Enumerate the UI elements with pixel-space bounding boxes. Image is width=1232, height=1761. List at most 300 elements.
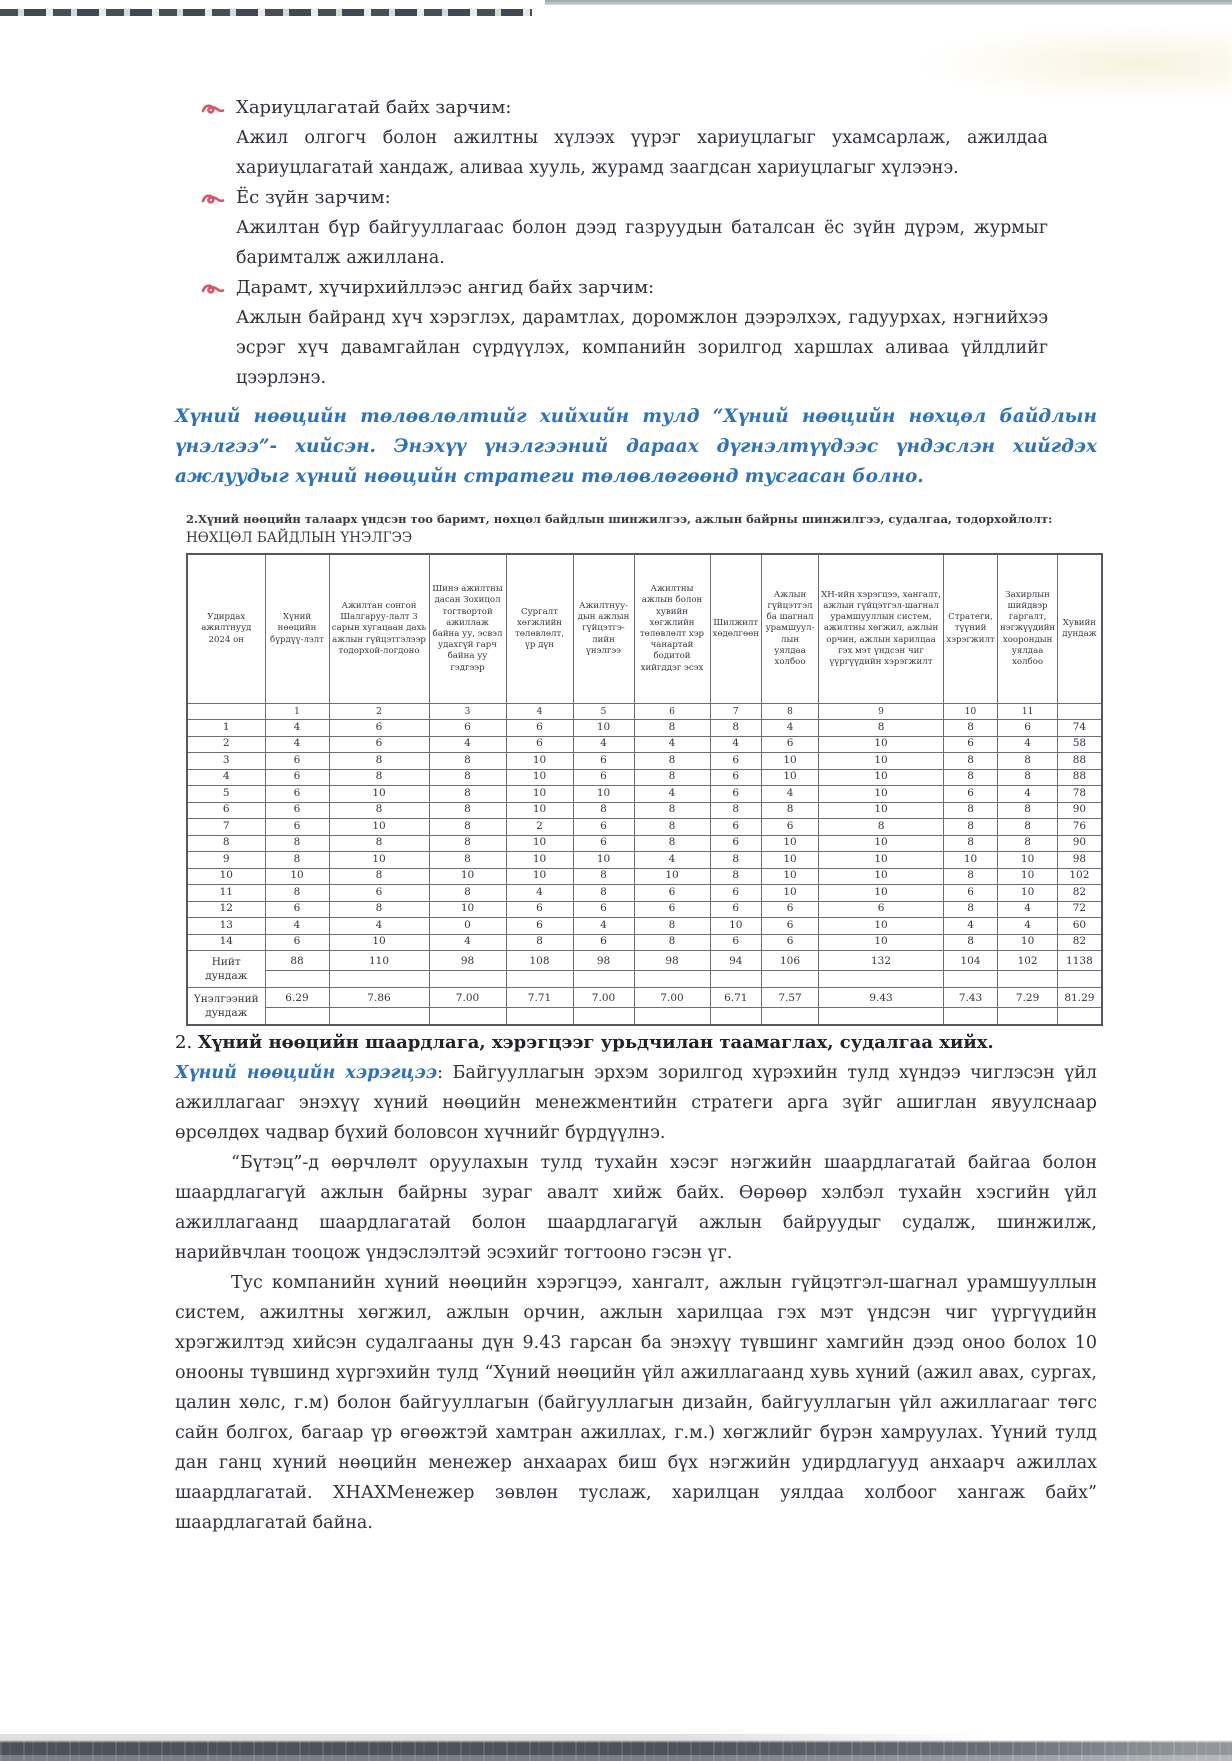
table-cell: 8 (998, 819, 1058, 836)
table-cell: 10 (506, 753, 573, 770)
table-cell: 4 (634, 736, 710, 753)
table-row (187, 802, 1102, 819)
table-cell: 4 (634, 786, 710, 803)
column-header: Захирлын шийдвэр гаргалт, нэгжүүдийн хоорондын уялдаа холбоо (998, 554, 1058, 704)
table-cell: 7.29 (998, 988, 1058, 1008)
table-cell: 10 (329, 819, 429, 836)
table-cell: 6 (710, 753, 762, 770)
table-row (187, 753, 1102, 770)
table-cell: 10 (506, 835, 573, 852)
table-cell: 8 (634, 802, 710, 819)
table-cell (329, 1008, 429, 1026)
table-cell (429, 971, 506, 988)
table-cell: 4 (573, 918, 634, 935)
table-cell: 76 (1058, 819, 1102, 836)
table-cell (1058, 1008, 1102, 1026)
table-cell (998, 971, 1058, 988)
column-number-cell: 9 (819, 704, 944, 720)
table-row (187, 868, 1102, 885)
table-cell: 6 (573, 835, 634, 852)
table-cell: 81.29 (1058, 988, 1102, 1008)
column-header: ХН-ийн хэрэгцээ, хангалт, ажлын гүйцэтгэл-шагнал урамшууллын систем, ажилтны хөгжил, ажлын орчин, ажлын харилцаа гэх мэт үндсэн чиг үүргүүдийн хэрэгжилт (819, 554, 944, 704)
table-cell: 8 (998, 802, 1058, 819)
table-cell: 98 (429, 951, 506, 971)
table-cell: 90 (1058, 802, 1102, 819)
table-cell: 6.71 (710, 988, 762, 1008)
table-cell: 6 (265, 934, 329, 951)
floral-swirl-bullet-icon (200, 183, 236, 206)
table-cell: 10 (819, 835, 944, 852)
table-cell: 8 (329, 769, 429, 786)
row-label: 3 (187, 753, 265, 770)
column-header: Ажилтны ажлын болон хувийн хөгжлийн төлөвлөлт хэр чанартай бодитой хийгддэг эсэх (634, 554, 710, 704)
table-cell (573, 971, 634, 988)
table-cell: 8 (634, 918, 710, 935)
table-cell: 72 (1058, 901, 1102, 918)
table-cell: 10 (506, 802, 573, 819)
table-cell: 8 (634, 835, 710, 852)
table-cell: 4 (265, 918, 329, 935)
table-cell: 7.71 (506, 988, 573, 1008)
principles-list (200, 93, 1048, 393)
table-cell: 4 (710, 736, 762, 753)
table-cell: 6 (265, 769, 329, 786)
section-number: 2. (175, 1032, 193, 1053)
row-label: 9 (187, 852, 265, 869)
table-cell: 4 (265, 736, 329, 753)
column-number-cell: 7 (710, 704, 762, 720)
table-cell: 8 (429, 802, 506, 819)
table-cell: 8 (634, 720, 710, 737)
table-cell: 0 (429, 918, 506, 935)
table-cell: 6 (710, 769, 762, 786)
table-cell: 8 (998, 769, 1058, 786)
table-cell: 6 (710, 786, 762, 803)
table-cell: 6 (710, 835, 762, 852)
table-cell: 6 (329, 720, 429, 737)
table-cell: 8 (429, 885, 506, 902)
row-label: 11 (187, 885, 265, 902)
table-cell: 4 (998, 736, 1058, 753)
table-row (187, 934, 1102, 951)
principle-title: Хариуцлагатай байх зарчим: (236, 97, 512, 118)
table-cell: 6 (329, 885, 429, 902)
table-cell: 8 (634, 769, 710, 786)
row-label: 14 (187, 934, 265, 951)
table-cell: 6 (762, 918, 819, 935)
column-number-cell: 5 (573, 704, 634, 720)
paragraph: “Бүтэц”-д өөрчлөлт оруулахын тулд тухайн хэсэг нэгжийн шаардлагатай байгаа болон шаардлагагүй ажлын байрны зураг авалт хийж байх. Өөрөөр хэлбэл тухайн хэсгийн үйл ажиллагаанд шаардлагатай болон шаардлагагүй ажлын байруудыг судалж, шинжилж, нарийвчлан тооцож үндэслэлтэй эсэхийг тогтооно гэсэн үг. (175, 1153, 1097, 1263)
table-cell (944, 971, 998, 988)
table-cell: 8 (819, 720, 944, 737)
table-row (187, 901, 1102, 918)
table-cell: 4 (265, 720, 329, 737)
table-cell: 132 (819, 951, 944, 971)
table-cell: 10 (762, 868, 819, 885)
table-cell: 6 (329, 736, 429, 753)
table-cell: 8 (634, 753, 710, 770)
assessment-table (186, 553, 1103, 1026)
row-label: 10 (187, 868, 265, 885)
table-cell: 8 (819, 819, 944, 836)
table-cell: 82 (1058, 934, 1102, 951)
table-cell: 4 (506, 885, 573, 902)
table-cell: 98 (634, 951, 710, 971)
table-cell: 4 (573, 736, 634, 753)
table-cell (944, 1008, 998, 1026)
table-cell (634, 971, 710, 988)
table-cell: 8 (998, 835, 1058, 852)
scan-smudge (922, 26, 1232, 101)
table-cell: 10 (819, 885, 944, 902)
table-cell: 104 (944, 951, 998, 971)
table-cell: 4 (429, 934, 506, 951)
table-cell (265, 1008, 329, 1026)
table-cell: 4 (944, 918, 998, 935)
table-row (187, 852, 1102, 869)
table-cell: 8 (710, 852, 762, 869)
table-cell: 10 (429, 901, 506, 918)
table-cell: 102 (1058, 868, 1102, 885)
principle-title: Дарамт, хүчирхийллээс ангид байх зарчим: (236, 277, 655, 298)
table-row (187, 769, 1102, 786)
scan-artifact-bottom-bar (0, 1734, 1232, 1761)
table-cell: 4 (762, 786, 819, 803)
table-cell: 8 (265, 885, 329, 902)
table-cell: 8 (944, 901, 998, 918)
table-cell: 10 (819, 868, 944, 885)
table-cell: 10 (506, 786, 573, 803)
column-header: Ажилтан сонгон Шалгаруу-лалт 3 сарын хугацаан дахь ажлын гүйцэтгэлээр тодорхой-логдоно (329, 554, 429, 704)
table-cell: 6 (710, 901, 762, 918)
column-number-cell (187, 704, 265, 720)
table-cell: 78 (1058, 786, 1102, 803)
table-cell: 88 (1058, 769, 1102, 786)
table-cell: 6 (265, 786, 329, 803)
scan-artifact-top-line (545, 0, 1232, 5)
row-label: 8 (187, 835, 265, 852)
table-cell: 6 (573, 901, 634, 918)
principle-body: Ажлын байранд хүч хэрэглэх, дарамтлах, доромжлон дээрэлхэх, гадуурхах, нэгнийхээ эсрэг хүч давамгайлан сүрдүүлэх, компанийн зорилгод харшлах аливаа үйлдлийг цээрлэнэ. (236, 308, 1048, 388)
table-cell: 8 (429, 835, 506, 852)
table-cell: 10 (998, 852, 1058, 869)
column-header: Ажлын гүйцэтгэл ба шагнал урамшуул-лын уялдаа холбоо (762, 554, 819, 704)
table-cell (819, 1008, 944, 1026)
table-cell: 8 (944, 753, 998, 770)
paragraph-text: : Байгууллагын эрхэм зорилгод хүрэхийн тулд хүндээ чиглэсэн үйл ажиллагааг энэхүү хүний нөөцийн менежментийн стратеги арга зүйг ашиглан явуулснаар өрсөлдөх чадвар бүхий боловсон хүчнийг бүрдүүлнэ. (175, 1063, 1097, 1143)
table-cell: 10 (998, 885, 1058, 902)
table-cell: 10 (506, 852, 573, 869)
table-cell: 6 (506, 720, 573, 737)
table-cell (429, 1008, 506, 1026)
column-header: Хүний нөөцийн бүрдүү-лэлт (265, 554, 329, 704)
table-cell: 6 (506, 736, 573, 753)
table-cell: 6 (634, 885, 710, 902)
table-cell: 4 (429, 736, 506, 753)
table-cell (762, 1008, 819, 1026)
column-number-cell: 2 (329, 704, 429, 720)
table-cell: 4 (998, 901, 1058, 918)
table-cell: 6 (265, 802, 329, 819)
table-cell: 7.00 (573, 988, 634, 1008)
table-cell: 7.86 (329, 988, 429, 1008)
table-cell: 8 (573, 885, 634, 902)
column-header: Ажилтнуу-дын ажлын гүйцэтгэ-лийн үнэлгээ (573, 554, 634, 704)
table-cell: 10 (819, 918, 944, 935)
table-cell: 7.00 (429, 988, 506, 1008)
principle-title: Ёс зүйн зарчим: (236, 187, 391, 208)
table-cell: 8 (506, 934, 573, 951)
table-cell: 6 (762, 934, 819, 951)
table-cell: 10 (819, 769, 944, 786)
total-row (187, 951, 1102, 971)
table-cell: 90 (1058, 835, 1102, 852)
table-cell: 4 (998, 786, 1058, 803)
table-cell: 88 (1058, 753, 1102, 770)
table-cell: 10 (329, 786, 429, 803)
column-number-cell: 1 (265, 704, 329, 720)
table-cell: 8 (573, 868, 634, 885)
table-cell: 10 (573, 852, 634, 869)
table-cell: 10 (762, 769, 819, 786)
table-cell (265, 971, 329, 988)
table-cell: 10 (819, 802, 944, 819)
column-number-cell: 8 (762, 704, 819, 720)
floral-swirl-bullet-icon (200, 93, 236, 116)
table-cell: 8 (329, 835, 429, 852)
table-cell: 7.00 (634, 988, 710, 1008)
table-row (187, 819, 1102, 836)
table-row (187, 835, 1102, 852)
row-label: 7 (187, 819, 265, 836)
table-cell: 4 (998, 918, 1058, 935)
paragraph-lead-label: Хүний нөөцийн хэрэгцээ (175, 1063, 438, 1083)
table-row (187, 786, 1102, 803)
column-number-cell: 3 (429, 704, 506, 720)
table-cell: 6 (506, 901, 573, 918)
table-cell: 6 (710, 934, 762, 951)
table-cell: 8 (710, 868, 762, 885)
paragraph (175, 1058, 1097, 1148)
table-cell: 8 (944, 720, 998, 737)
column-header: Шилжилт хөдөлгөөн (710, 554, 762, 704)
table-cell: 10 (819, 852, 944, 869)
average-row-spacer (187, 1008, 1102, 1026)
table-cell: 10 (506, 769, 573, 786)
table-cell: 10 (329, 852, 429, 869)
table-cell: 8 (265, 835, 329, 852)
column-header: Хувийн дундаж (1058, 554, 1102, 704)
table-cell: 6 (573, 769, 634, 786)
table-cell: 8 (762, 802, 819, 819)
section-heading-text: Хүний нөөцийн шаардлага, хэрэгцээг урьдчилан таамаглах, судалгаа хийх. (197, 1032, 994, 1053)
planning-note: Хүний нөөцийн төлөвлөлтийг хийхийн тулд “Хүний нөөцийн нөхцөл байдлын үнэлгээ”- хийсэн. Энэхүү үнэлгээний дараах дүгнэлтүүдээс үндэслэн хийгдэх ажлуудыг хүний нөөцийн стратеги төлөвлөгөөнд тусгасан болно. (175, 406, 1097, 487)
table-cell: 8 (634, 819, 710, 836)
table-cell: 10 (573, 786, 634, 803)
table-cell: 8 (710, 720, 762, 737)
table-cell: 6 (573, 753, 634, 770)
table-cell: 8 (329, 868, 429, 885)
table-cell: 82 (1058, 885, 1102, 902)
table-cell: 6 (265, 819, 329, 836)
table-cell: 4 (762, 720, 819, 737)
table-cell: 10 (762, 753, 819, 770)
table-cell: 10 (762, 885, 819, 902)
paragraph: Тус компанийн хүний нөөцийн хэрэгцээ, хангалт, ажлын гүйцэтгэл-шагнал урамшууллын систем, ажилтны хөгжил, ажлын орчин, ажлын харилцаа гэх мэт үндсэн чиг үүргүүдийн хрэгжилтэд хийсэн судалгааны дүн 9.43 гарсан ба энэхүү түвшинг хамгийн дээд оноо болох 10 онооны түвшинд хүргэхийн тулд “Хүний нөөцийн үйл ажиллагаанд хувь хүний (ажил авах, сургах, цалин хөлс, г.м) болон байгууллагын (байгууллагын дизайн, байгууллагын үйл ажиллагааг төгс сайн болгох, багаар үр өгөөжтэй хамтран ажиллах, г.м.) хөгжлийг бүрэн хамруулах. Үүний тулд дан ганц хүний нөөцийн менежер анхаарах биш бүх нэгжийн удирдлагууд анхаарч ажиллах шаардлагатай. ХНАХМенежер зөвлөн туслаж, харилцан уялдаа холбоог хангаж байх” шаардлагатай байна. (175, 1273, 1097, 1533)
table-cell: 58 (1058, 736, 1102, 753)
table-cell: 8 (944, 934, 998, 951)
table-cell: 8 (429, 753, 506, 770)
table-cell: 10 (710, 918, 762, 935)
table-row (187, 720, 1102, 737)
table-cell: 10 (429, 868, 506, 885)
table-cell: 6 (506, 918, 573, 935)
table-cell: 8 (329, 802, 429, 819)
table-cell: 6 (573, 934, 634, 951)
table-cell: 6 (710, 819, 762, 836)
table-cell: 8 (429, 786, 506, 803)
table-cell: 1138 (1058, 951, 1102, 971)
table-cell: 10 (762, 835, 819, 852)
column-number-cell: 11 (998, 704, 1058, 720)
table-cell: 8 (944, 819, 998, 836)
row-label: 1 (187, 720, 265, 737)
table-cell: 10 (329, 934, 429, 951)
assessment-table-wrap (186, 553, 1103, 1026)
table-cell (506, 971, 573, 988)
table-cell (573, 1008, 634, 1026)
list-item (200, 93, 1048, 183)
table-cell: 6 (944, 786, 998, 803)
row-label: 6 (187, 802, 265, 819)
table-cell (998, 1008, 1058, 1026)
table-cell (710, 1008, 762, 1026)
list-item (200, 183, 1048, 273)
table-row (187, 918, 1102, 935)
table-cell: 8 (265, 852, 329, 869)
section-2 (175, 1028, 1097, 1538)
table-cell: 6 (573, 819, 634, 836)
table-cell (329, 971, 429, 988)
table-cell: 6 (762, 819, 819, 836)
column-number-cell (1058, 704, 1102, 720)
scan-artifact-top-dashes (0, 9, 532, 16)
table-cell: 106 (762, 951, 819, 971)
table-cell: 8 (329, 753, 429, 770)
table-cell (762, 971, 819, 988)
table-cell: 6 (998, 720, 1058, 737)
table-row (187, 885, 1102, 902)
column-header: Удирдах ажилтнууд 2024 он (187, 554, 265, 704)
table-cell (819, 971, 944, 988)
row-label: Нийт дундаж (187, 951, 265, 988)
table-cell (634, 1008, 710, 1026)
principle-body: Ажил олгогч болон ажилтны хүлээх үүрэг хариуцлагыг ухамсарлаж, ажилдаа хариуцлагатай хандаж, аливаа хууль, журамд заагдсан хариуцлагыг хүлээнэ. (236, 128, 1048, 178)
table-cell: 6 (265, 753, 329, 770)
table-cell: 8 (329, 901, 429, 918)
table-subtitle: НӨХЦӨЛ БАЙДЛЫН ҮНЭЛГЭЭ (186, 530, 413, 546)
table-cell: 10 (762, 852, 819, 869)
table-cell: 8 (573, 802, 634, 819)
table-cell: 88 (265, 951, 329, 971)
table-cell: 8 (944, 868, 998, 885)
row-label: 13 (187, 918, 265, 935)
table-cell: 9.43 (819, 988, 944, 1008)
table-cell: 2 (506, 819, 573, 836)
table-cell: 8 (944, 802, 998, 819)
table-cell: 10 (819, 786, 944, 803)
row-label: 5 (187, 786, 265, 803)
average-row (187, 988, 1102, 1008)
table-cell: 6 (634, 901, 710, 918)
table-cell: 6 (819, 901, 944, 918)
table-cell: 8 (710, 802, 762, 819)
list-item (200, 273, 1048, 393)
table-cell: 6 (429, 720, 506, 737)
table-cell: 6.29 (265, 988, 329, 1008)
table-cell: 4 (329, 918, 429, 935)
table-cell: 6 (762, 901, 819, 918)
table-cell: 10 (265, 868, 329, 885)
table-cell: 10 (819, 736, 944, 753)
table-cell: 74 (1058, 720, 1102, 737)
table-cell: 60 (1058, 918, 1102, 935)
section-heading (175, 1028, 1097, 1058)
table-row (187, 736, 1102, 753)
table-cell: 108 (506, 951, 573, 971)
table-caption: 2.Хүний нөөцийн талаарх үндсэн тоо баримт, нөхцөл байдлын шинжилгээ, ажлын байрны шинжилгээ, судалгаа, тодорхойлолт: (186, 512, 1053, 526)
table-cell: 110 (329, 951, 429, 971)
table-cell: 6 (265, 901, 329, 918)
table-cell: 8 (429, 819, 506, 836)
row-label: 4 (187, 769, 265, 786)
table-cell: 8 (429, 769, 506, 786)
table-cell: 6 (944, 736, 998, 753)
table-cell: 6 (710, 885, 762, 902)
table-cell: 8 (944, 769, 998, 786)
table-cell: 10 (998, 868, 1058, 885)
principle-body: Ажилтан бүр байгууллагаас болон дээд газруудын баталсан ёс зүйн дүрэм, журмыг баримталж ажиллана. (236, 218, 1048, 268)
table-cell: 10 (506, 868, 573, 885)
floral-swirl-bullet-icon (200, 273, 236, 296)
table-cell (506, 1008, 573, 1026)
table-cell: 98 (573, 951, 634, 971)
table-cell: 7.43 (944, 988, 998, 1008)
table-cell: 6 (944, 885, 998, 902)
column-header: Сургалт хөгжлийн төлөвлөлт, үр дүн (506, 554, 573, 704)
table-cell: 10 (634, 868, 710, 885)
table-cell: 8 (634, 934, 710, 951)
column-header: Стратеги, түүний хэрэгжилт (944, 554, 998, 704)
row-label: 2 (187, 736, 265, 753)
column-number-cell: 6 (634, 704, 710, 720)
row-label: 12 (187, 901, 265, 918)
table-cell: 10 (819, 753, 944, 770)
table-cell: 98 (1058, 852, 1102, 869)
table-cell: 8 (998, 753, 1058, 770)
table-cell: 8 (429, 852, 506, 869)
table-cell: 6 (762, 736, 819, 753)
table-cell: 10 (998, 934, 1058, 951)
table-cell: 10 (819, 934, 944, 951)
table-cell: 102 (998, 951, 1058, 971)
table-cell: 8 (944, 835, 998, 852)
table-cell (710, 971, 762, 988)
table-cell: 94 (710, 951, 762, 971)
column-number-cell: 10 (944, 704, 998, 720)
table-cell: 10 (944, 852, 998, 869)
row-label: Үнэлгээний дундаж (187, 988, 265, 1026)
